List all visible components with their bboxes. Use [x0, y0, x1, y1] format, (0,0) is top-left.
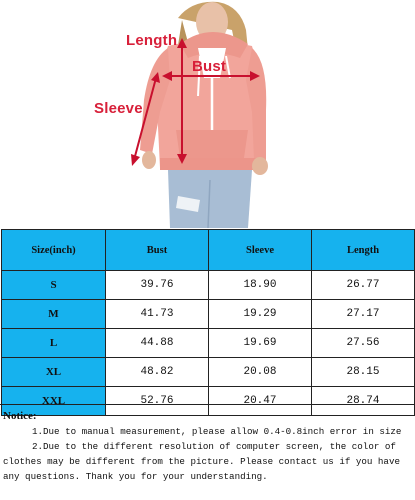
- bust-cell: 52.76: [106, 387, 209, 416]
- bust-cell: 41.73: [106, 300, 209, 329]
- bust-cell: 39.76: [106, 271, 209, 300]
- bust-cell: 48.82: [106, 358, 209, 387]
- notice-section: [0, 404, 415, 500]
- length-cell: 26.77: [312, 271, 415, 300]
- header-bust: Bust: [106, 230, 209, 271]
- sleeve-label: Sleeve: [94, 100, 143, 117]
- size-cell: S: [2, 271, 106, 300]
- size-cell: XXL: [2, 387, 106, 416]
- sleeve-cell: 19.69: [209, 329, 312, 358]
- notice-line-2: 2.Due to the different resolution of computer screen, the color of: [32, 441, 396, 452]
- notice-line-3: clothes may be different from the picture. Please contact us if you have: [3, 456, 400, 467]
- bust-label: Bust: [192, 58, 227, 75]
- sleeve-cell: 20.47: [209, 387, 312, 416]
- table-header-row: [2, 230, 415, 271]
- length-cell: 28.74: [312, 387, 415, 416]
- notice-title: Notice:: [3, 410, 37, 422]
- size-cell: M: [2, 300, 106, 329]
- table-row: [2, 358, 415, 387]
- header-sleeve: Sleeve: [209, 230, 312, 271]
- size-cell: L: [2, 329, 106, 358]
- length-label: Length: [126, 32, 178, 49]
- size-cell: XL: [2, 358, 106, 387]
- length-cell: 28.15: [312, 358, 415, 387]
- notice-line-4: any questions. Thank you for your understanding.: [3, 471, 268, 482]
- table-row: [2, 300, 415, 329]
- sleeve-cell: 18.90: [209, 271, 312, 300]
- length-cell: 27.17: [312, 300, 415, 329]
- table-row: [2, 329, 415, 358]
- length-cell: 27.56: [312, 329, 415, 358]
- model-illustration: [0, 0, 415, 228]
- product-photo: [0, 0, 415, 228]
- size-chart-table: [1, 229, 415, 416]
- notice-line-1: 1.Due to manual measurement, please allow 0.4-0.8inch error in size: [32, 426, 402, 437]
- sleeve-cell: 19.29: [209, 300, 312, 329]
- table-row: [2, 271, 415, 300]
- header-length: Length: [312, 230, 415, 271]
- header-size: Size(inch): [2, 230, 106, 271]
- sleeve-cell: 20.08: [209, 358, 312, 387]
- bust-cell: 44.88: [106, 329, 209, 358]
